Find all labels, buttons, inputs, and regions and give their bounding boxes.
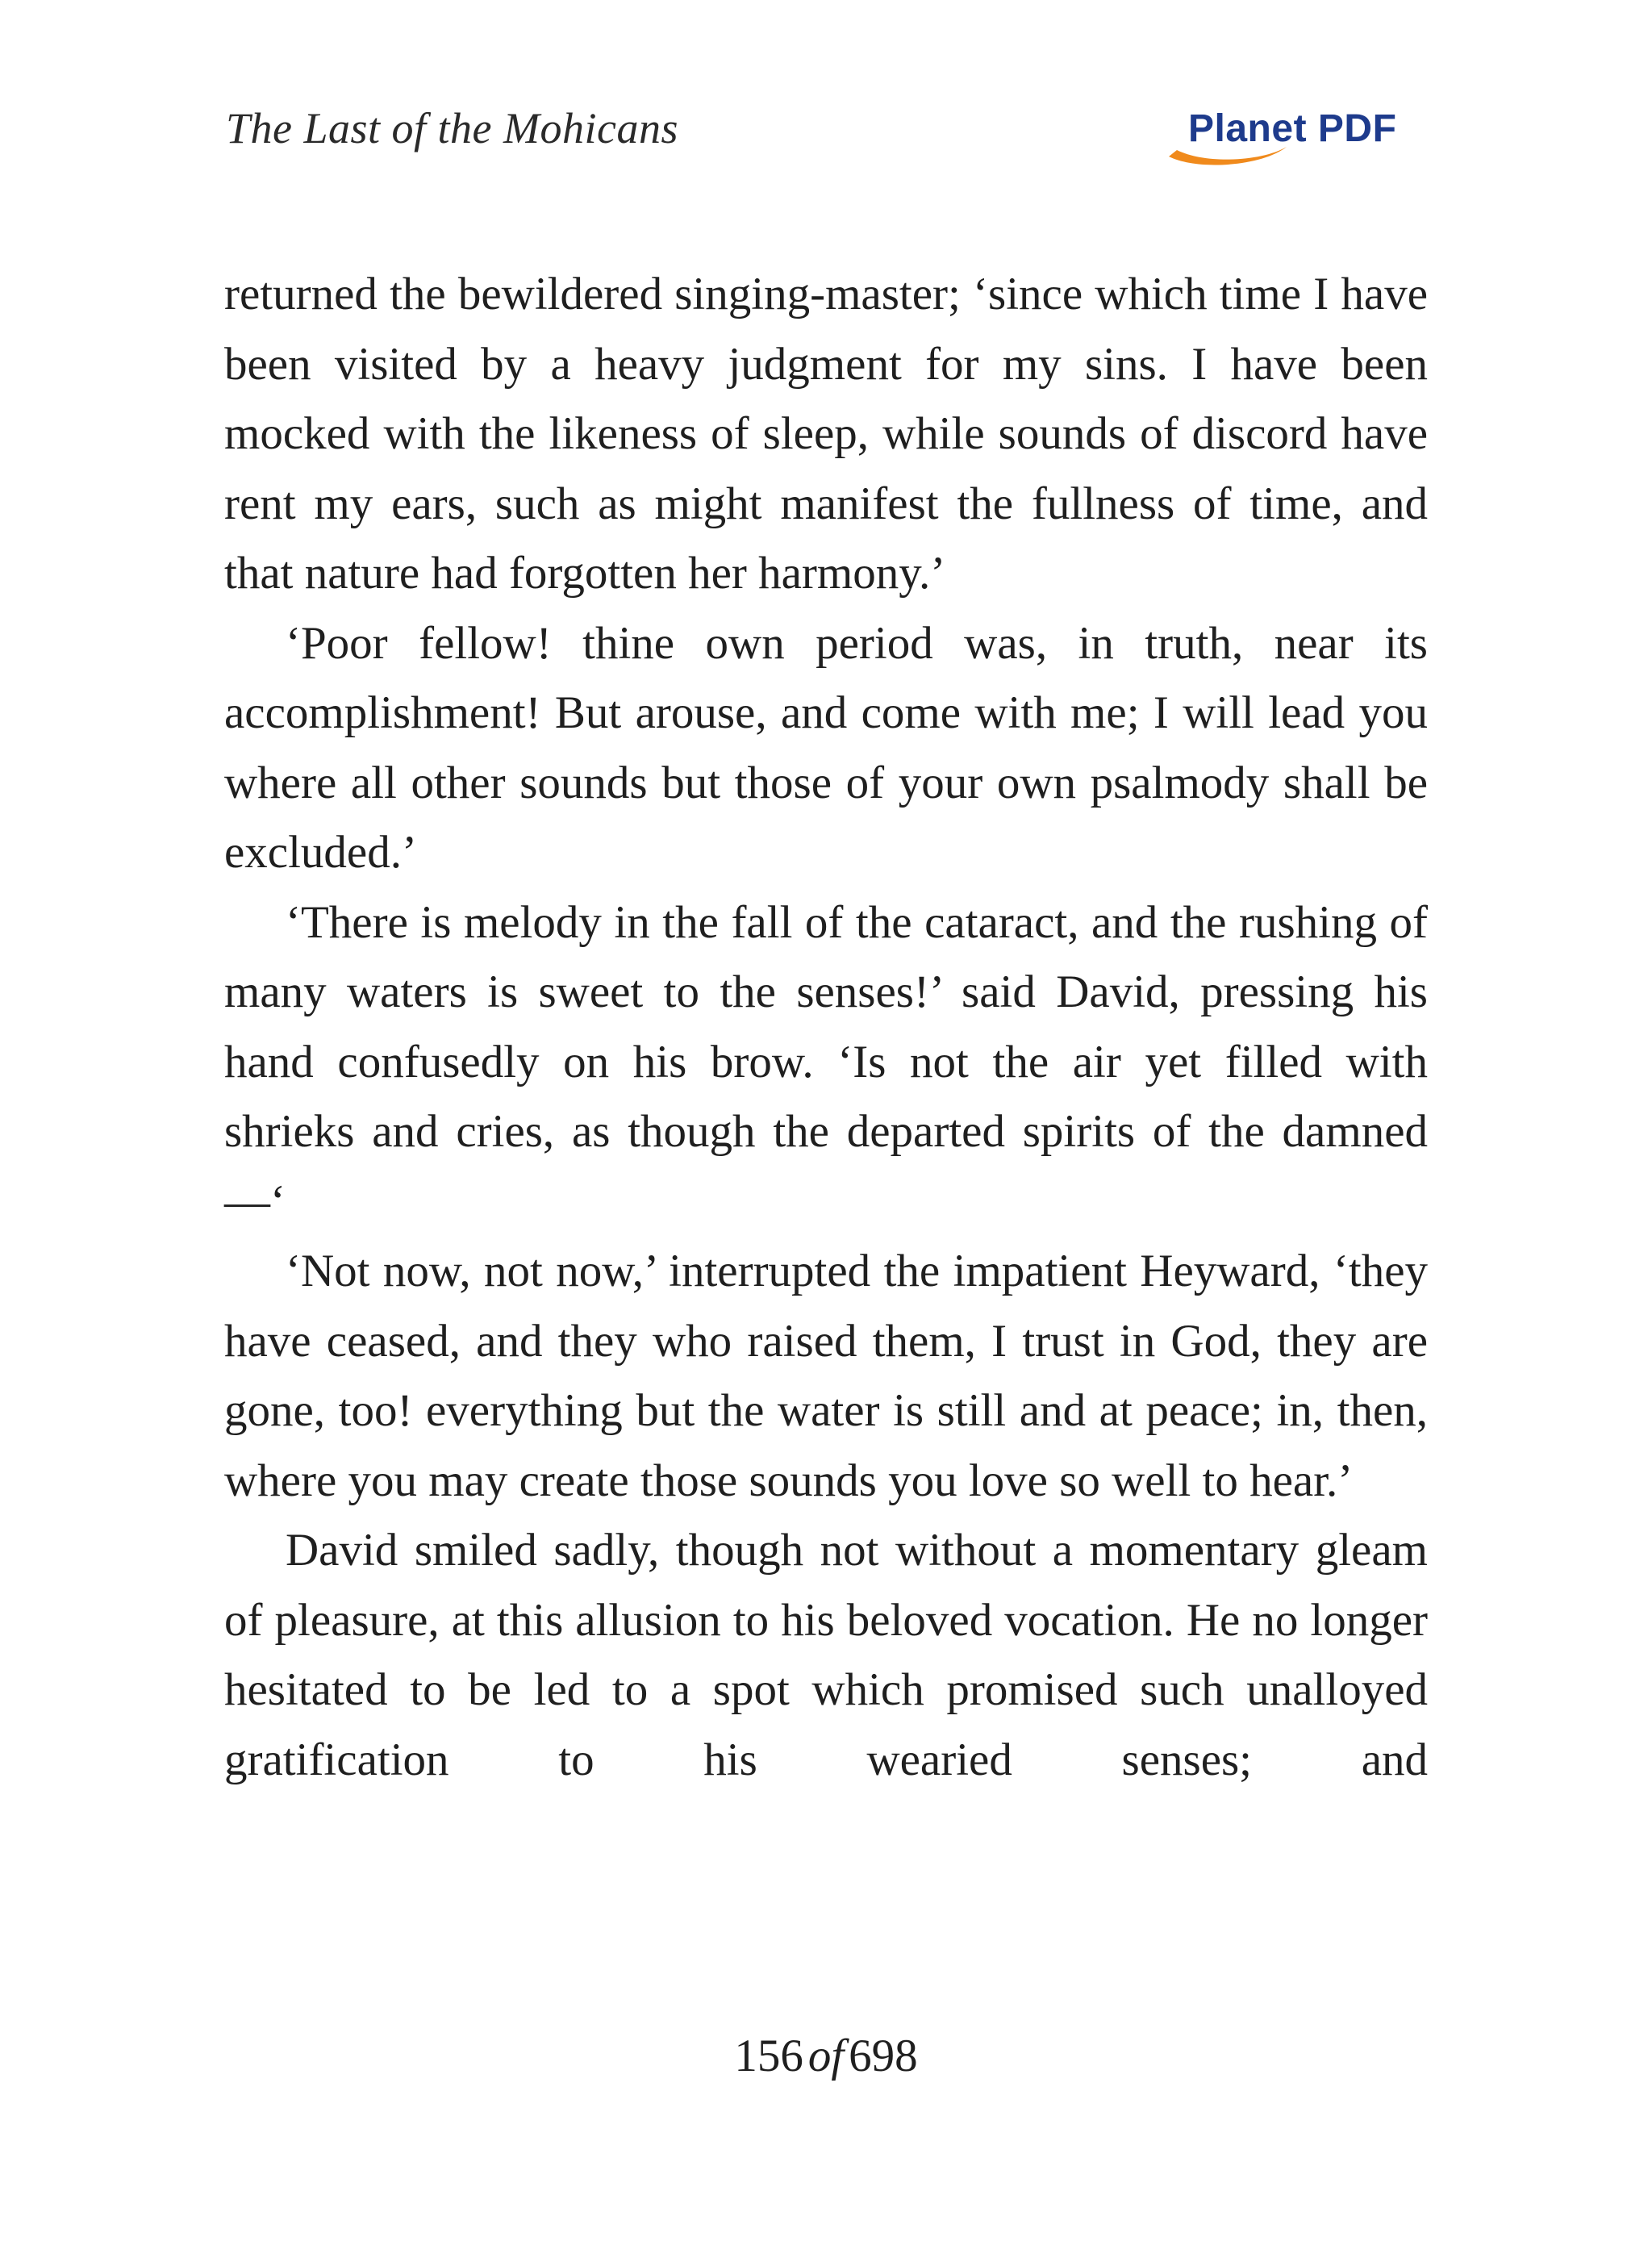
page-number: 156	[734, 2031, 803, 2081]
page-of-label: of	[807, 2031, 845, 2081]
paragraph: returned the bewildered singing-master; ‘since which time I have been visited by a heavy judgment for my sins. I have been mocked with the likeness of sleep, while sounds of discord have rent my ears, such as might manifest the fullness of time, and that nature had forgotten her harmony.’	[224, 269, 1428, 599]
total-pages: 698	[849, 2031, 918, 2081]
logo-text: Planet PDF	[1188, 107, 1397, 150]
page-number-footer	[0, 2030, 1652, 2082]
paragraph: David smiled sadly, though not without a momentary gleam of pleasure, at this allusion to his beloved vocation. He no longer hesitated to be led to a spot which promised such unalloyed gratification to his wearied senses; and	[224, 1525, 1428, 1785]
body-text	[224, 260, 1428, 1795]
running-title: The Last of the Mohicans	[226, 104, 678, 152]
paragraph: ‘Not now, not now,’ interrupted the impatient Heyward, ‘they have ceased, and they who raised them, I trust in God, they are gone, too! everything but the water is still and at peace; in, then, where you may create those sounds you love so well to hear.’	[224, 1246, 1428, 1506]
paragraph: ‘There is melody in the fall of the cataract, and the rushing of many waters is sweet to the senses!’ said David, pressing his hand confusedly on his brow. ‘Is not the air yet filled with shrieks and cries, as though the departed spirits of the damned—‘	[224, 896, 1428, 1227]
paragraph: ‘Poor fellow! thine own period was, in truth, near its accomplishment! But arouse, and come with me; I will lead you where all other sounds but those of your own psalmody shall be excluded.’	[224, 617, 1428, 878]
planet-pdf-logo	[1166, 97, 1424, 169]
